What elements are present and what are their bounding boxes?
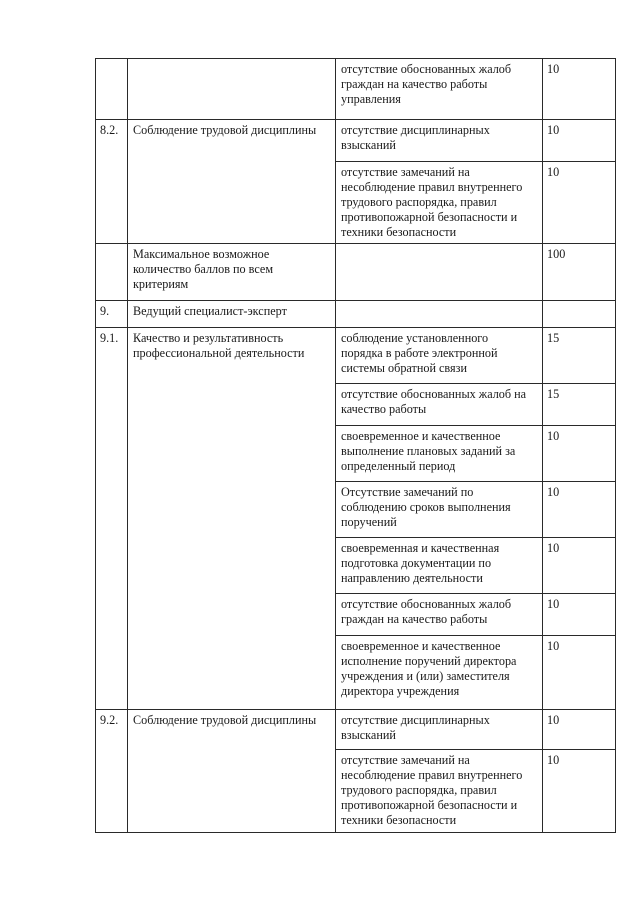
cell-criterion: Соблюдение трудовой дисциплины bbox=[133, 123, 317, 137]
cell-indicator: отсутствие замечаний на несоблюдение правил внутреннего трудового распорядка, правил противопожарной безопасности и техники безопасности bbox=[341, 753, 523, 827]
cell-criterion: Максимальное возможное количество баллов по всем критериям bbox=[133, 247, 274, 291]
table-horizontal-border bbox=[335, 537, 616, 538]
table-vertical-border bbox=[542, 58, 543, 833]
cell-score: 10 bbox=[547, 541, 560, 555]
cell-score: 10 bbox=[547, 123, 560, 137]
table-horizontal-border bbox=[95, 832, 616, 833]
table-horizontal-border bbox=[335, 593, 616, 594]
cell-indicator: своевременное и качественное выполнение плановых заданий за определенный период bbox=[341, 429, 516, 473]
cell-indicator: отсутствие обоснованных жалоб граждан на качество работы управления bbox=[341, 62, 512, 106]
cell-score: 100 bbox=[547, 247, 566, 261]
cell-num: 9.2. bbox=[100, 713, 119, 727]
cell-score: 10 bbox=[547, 62, 560, 76]
cell-num: 9.1. bbox=[100, 331, 119, 345]
table-horizontal-border bbox=[335, 161, 616, 162]
cell-indicator: своевременное и качественное исполнение поручений директора учреждения и (или) заместителя директора учреждения bbox=[341, 639, 517, 698]
table-horizontal-border bbox=[335, 425, 616, 426]
cell-criterion: Соблюдение трудовой дисциплины bbox=[133, 713, 317, 727]
table-horizontal-border bbox=[335, 481, 616, 482]
cell-score: 10 bbox=[547, 753, 560, 767]
table-horizontal-border bbox=[95, 243, 616, 244]
cell-score: 10 bbox=[547, 597, 560, 611]
table-horizontal-border bbox=[335, 749, 616, 750]
cell-score: 10 bbox=[547, 429, 560, 443]
cell-score: 15 bbox=[547, 387, 560, 401]
table-horizontal-border bbox=[95, 119, 616, 120]
cell-indicator: отсутствие дисциплинарных взысканий bbox=[341, 713, 490, 742]
cell-criterion: Ведущий специалист-эксперт bbox=[133, 304, 287, 318]
cell-indicator: соблюдение установленного порядка в работе электронной системы обратной связи bbox=[341, 331, 498, 375]
table-horizontal-border bbox=[95, 300, 616, 301]
cell-indicator: отсутствие обоснованных жалоб граждан на качество работы bbox=[341, 597, 512, 626]
cell-indicator: отсутствие обоснованных жалоб на качество работы bbox=[341, 387, 527, 416]
table-horizontal-border bbox=[335, 383, 616, 384]
table-vertical-border bbox=[335, 58, 336, 833]
cell-score: 15 bbox=[547, 331, 560, 345]
cell-indicator: Отсутствие замечаний по соблюдению сроков выполнения поручений bbox=[341, 485, 511, 529]
cell-indicator: отсутствие замечаний на несоблюдение правил внутреннего трудового распорядка, правил противопожарной безопасности и техники безопасности bbox=[341, 165, 523, 239]
cell-num: 9. bbox=[100, 304, 110, 318]
cell-score: 10 bbox=[547, 165, 560, 179]
table-vertical-border bbox=[615, 58, 616, 833]
table-vertical-border bbox=[95, 58, 96, 833]
table-horizontal-border bbox=[95, 327, 616, 328]
cell-num: 8.2. bbox=[100, 123, 119, 137]
cell-indicator: отсутствие дисциплинарных взысканий bbox=[341, 123, 490, 152]
table-horizontal-border bbox=[95, 709, 616, 710]
cell-criterion: Качество и результативность профессиональной деятельности bbox=[133, 331, 305, 360]
cell-score: 10 bbox=[547, 713, 560, 727]
cell-indicator: своевременная и качественная подготовка документации по направлению деятельности bbox=[341, 541, 500, 585]
table-horizontal-border bbox=[95, 58, 616, 59]
cell-score: 10 bbox=[547, 639, 560, 653]
cell-score: 10 bbox=[547, 485, 560, 499]
table-vertical-border bbox=[127, 58, 128, 833]
table-horizontal-border bbox=[335, 635, 616, 636]
